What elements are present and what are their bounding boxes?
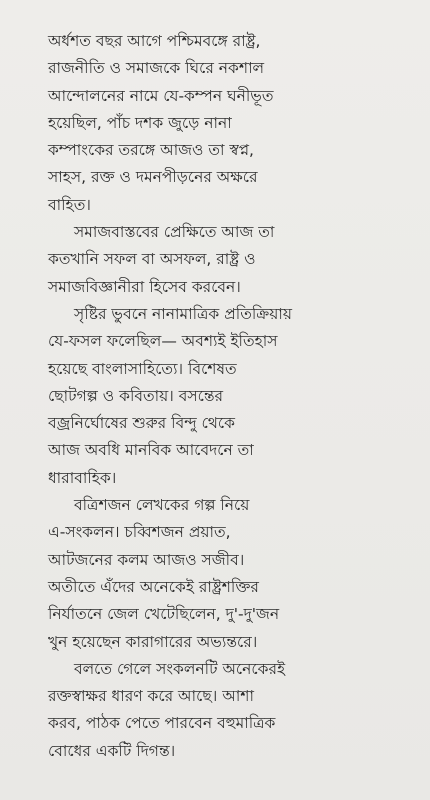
text-line: বাহিত। bbox=[48, 195, 91, 214]
text-line: ধারাবাহিক। bbox=[48, 468, 117, 487]
paragraph-1 bbox=[48, 28, 396, 219]
text-line: নির্যাতনে জেল খেটেছিলেন, দু'-দু'জন bbox=[48, 605, 280, 624]
text-line: সমাজবিজ্ঞানীরা হিসেব করবেন। bbox=[48, 277, 241, 296]
text-line: সৃষ্টির ভুবনে নানামাত্রিক প্রতিক্রিয়ায় bbox=[74, 304, 292, 323]
text-line: বত্রিশজন লেখকের গল্প নিয়ে bbox=[74, 496, 250, 515]
text-line: সমাজবাস্তবের প্রেক্ষিতে আজ তা bbox=[74, 223, 275, 242]
text-line: বলতে গেলে সংকলনটি অনেকেরই bbox=[74, 659, 286, 678]
paragraph-2 bbox=[48, 219, 396, 301]
text-line: অর্ধশত বছর আগে পশ্চিমবঙ্গে রাষ্ট্র, bbox=[48, 32, 261, 50]
text-line: বোধের একটি দিগন্ত। bbox=[48, 741, 176, 760]
paragraph-3 bbox=[48, 301, 396, 492]
text-line: বজ্রনির্ঘোষের শুরুর বিন্দু থেকে bbox=[48, 414, 235, 433]
text-line: খুন হয়েছেন কারাগারের অভ্যন্তরে। bbox=[48, 632, 258, 651]
text-line: অতীতে এঁদের অনেকেই রাষ্ট্রশক্তির bbox=[48, 577, 259, 596]
text-line: আটজনের কলম আজও সজীব। bbox=[48, 550, 245, 569]
text-line: কম্পাংকের তরঙ্গে আজও তা স্বপ্ন, bbox=[48, 141, 254, 160]
text-line: আন্দোলনের নামে যে-কম্পন ঘনীভূত bbox=[48, 86, 274, 105]
text-line: করব, পাঠক পেতে পারবেন বহুমাত্রিক bbox=[48, 714, 276, 733]
text-line: সাহস, রক্ত ও দমনপীড়নের অক্ষরে bbox=[48, 168, 258, 187]
text-line: হয়েছে বাংলাসাহিত্যে। বিশেষত bbox=[48, 359, 237, 378]
text-line: যে-ফসল ফলেছিল— অবশ্যই ইতিহাস bbox=[48, 332, 278, 351]
paragraph-4 bbox=[48, 492, 396, 656]
paragraph-5 bbox=[48, 656, 396, 765]
text-line: এ-সংকলন। চব্বিশজন প্রয়াত, bbox=[48, 523, 231, 542]
text-line: হয়েছিল, পাঁচ দশক জুড়ে নানা bbox=[48, 113, 232, 132]
text-line: রক্তস্বাক্ষর ধারণ করে আছে। আশা bbox=[48, 687, 254, 706]
text-line: কতখানি সফল বা অসফল, রাষ্ট্র ও bbox=[48, 250, 256, 269]
text-line: ছোটগল্প ও কবিতায়। বসন্তের bbox=[48, 386, 224, 405]
text-line: আজ অবধি মানবিক আবেদনে তা bbox=[48, 441, 254, 460]
text-line: রাজনীতি ও সমাজকে ঘিরে নকশাল bbox=[48, 59, 265, 78]
